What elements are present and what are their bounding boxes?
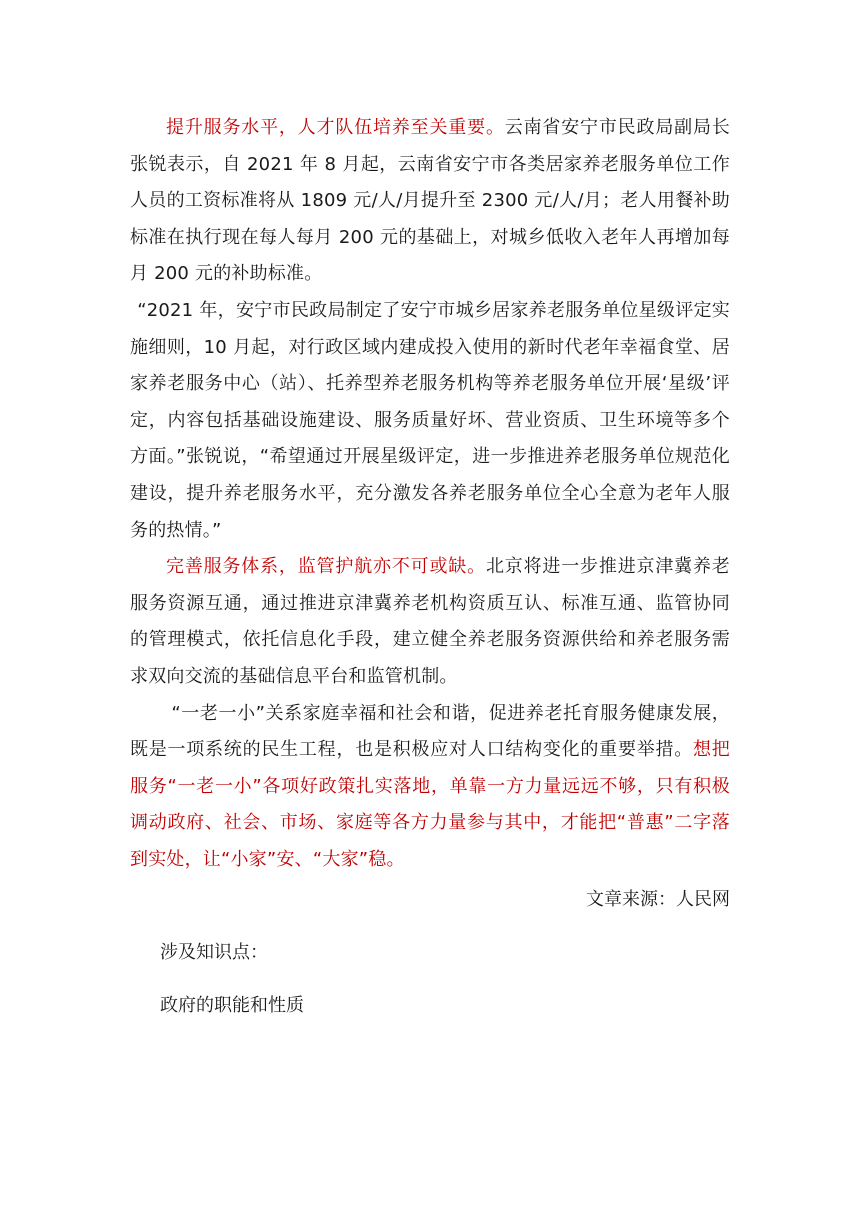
paragraph-supervision [130,549,730,695]
paragraph-body: “一老一小”关系家庭幸福和社会和谐，促进养老托育服务健康发展，既是一项系统的民生工程，也是积极应对人口结构变化的重要举措。 [130,702,730,761]
paragraph-body: 云南省安宁市民政局副局长张锐表示，自 2021 年 8 月起，云南省安宁市各类居家养老服务单位工作人员的工资标准将从 1809 元/人/月提升至 2300 元/人/月；老人用餐补助标准在执行现在每人每月 200 元的基础上，对城乡低收入老年人再增加每月 200 元的补助标准。 [130,117,730,285]
paragraph-body: 北京将进一步推进京津冀养老服务资源互通，通过推进京津冀养老机构资质互认、标准互通、监管协同的管理模式，依托信息化手段，建立健全养老服务资源供给和养老服务需求双向交流的基础信息平台和监管机制。 [130,556,730,687]
paragraph-yilao-yixiao [130,696,730,879]
article-source: 文章来源：人民网 [586,889,730,911]
paragraph-highlight: 想把服务“一老一小”各项好政策扎实落地，单靠一方力量远远不够，只有积极调动政府、社会、市场、家庭等各方力量参与其中，才能把“普惠”二字落到实处，让“小家”安、“大家”稳。 [130,739,730,870]
paragraph-star-rating-quote: “2021 年，安宁市民政局制定了安宁市城乡居家养老服务单位星级评定实施细则，10 月起，对行政区域内建成投入使用的新时代老年幸福食堂、居家养老服务中心（站）、托养型养老服务机构等养老服务单位开展‘星级’评定，内容包括基础设施建设、服务质量好坏、营业资质、卫生环境等多个方面。”张锐说，“希望通过开展星级评定，进一步推进养老服务单位规范化建设，提升养老服务水平，充分激发各养老服务单位全心全意为老年人服务的热情。” [130,299,730,541]
knowledge-point-item: 政府的职能和性质 [160,994,304,1016]
knowledge-points-label: 涉及知识点： [160,942,268,964]
paragraph-lead-highlight: 提升服务水平，人才队伍培养至关重要。 [166,117,505,138]
paragraph-talent-training [130,110,730,293]
article-page [130,110,730,1024]
paragraph-lead-highlight: 完善服务体系，监管护航亦不可或缺。 [166,556,486,578]
